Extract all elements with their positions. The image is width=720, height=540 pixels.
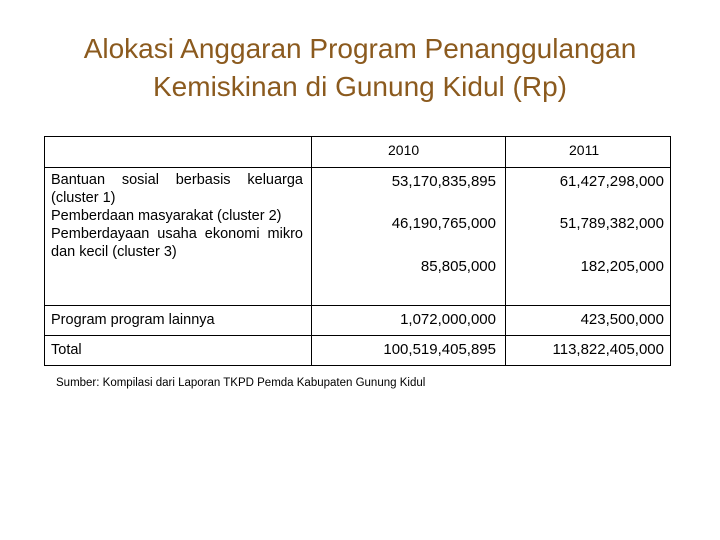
row-label-other-programs: Program program lainnya	[51, 312, 215, 328]
budget-table	[44, 136, 671, 366]
slide-title-line-2: Kemiskinan di Gunung Kidul (Rp)	[153, 71, 567, 102]
row-label-cluster-1: Bantuan sosial berbasis keluarga (cluster 1)	[51, 172, 303, 206]
value-cluster-1-2010: 53,170,835,895	[391, 173, 496, 190]
value-cluster-2-2011: 51,789,382,000	[559, 215, 664, 232]
value-other-2010: 1,072,000,000	[400, 311, 496, 328]
row-label-total: Total	[51, 342, 82, 358]
header-2011: 2011	[569, 142, 600, 158]
source-note: Sumber: Kompilasi dari Laporan TKPD Pemda Kabupaten Gunung Kidul	[56, 377, 426, 389]
value-total-2010: 100,519,405,895	[383, 341, 496, 358]
row-label-cluster-3: Pemberdayaan usaha ekonomi mikro dan kecil (cluster 3)	[51, 226, 303, 260]
value-total-2011: 113,822,405,000	[552, 341, 664, 358]
table-row-divider	[45, 335, 670, 336]
row-label-cluster-2: Pemberdaan masyarakat (cluster 2)	[51, 208, 282, 224]
table-column-divider	[505, 137, 506, 365]
value-other-2011: 423,500,000	[580, 311, 664, 328]
header-2010: 2010	[388, 142, 420, 158]
table-column-divider	[311, 137, 312, 365]
value-cluster-2-2010: 46,190,765,000	[391, 215, 496, 232]
value-cluster-3-2011: 182,205,000	[580, 258, 664, 275]
table-row-divider	[45, 305, 670, 306]
slide-title	[0, 30, 720, 106]
value-cluster-3-2010: 85,805,000	[420, 258, 496, 275]
cluster-labels	[51, 171, 303, 261]
value-cluster-1-2011: 61,427,298,000	[559, 173, 664, 190]
slide-title-line-1: Alokasi Anggaran Program Penanggulangan	[83, 33, 637, 64]
table-header-divider	[45, 167, 670, 168]
